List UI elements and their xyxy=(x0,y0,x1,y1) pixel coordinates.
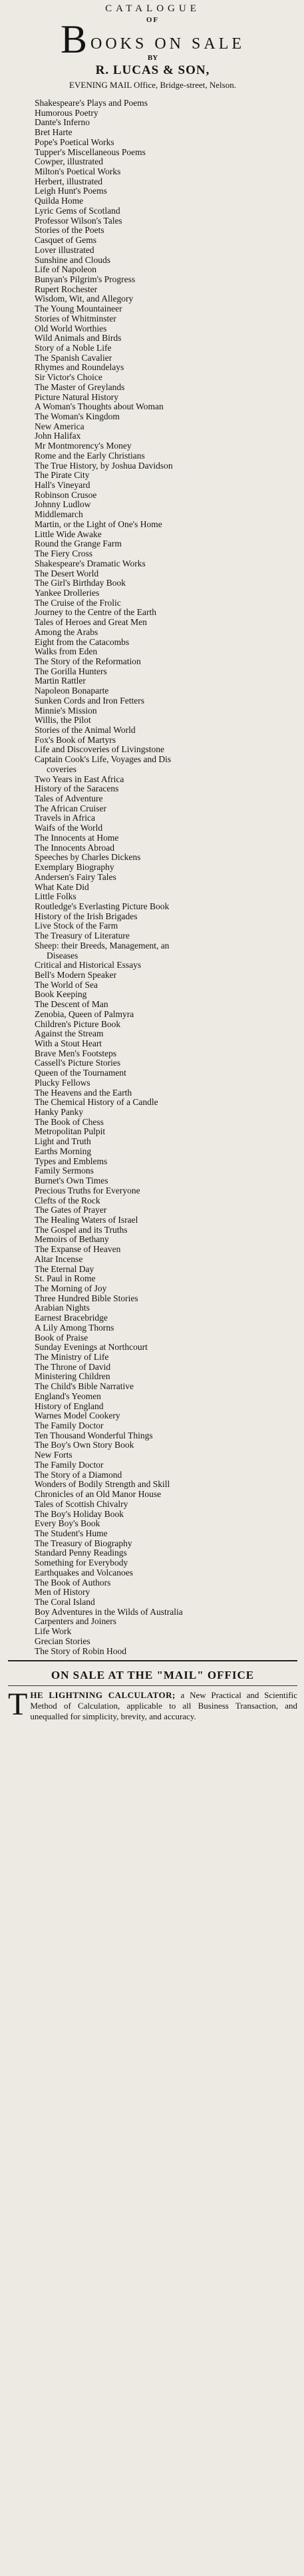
book-list-item: Speeches by Charles Dickens xyxy=(35,853,141,863)
book-list-item: Mr Montmorency's Money xyxy=(35,441,132,451)
book-list-item: Dante's Inferno xyxy=(35,118,90,128)
book-list-item: Journey to the Centre of the Earth xyxy=(35,608,156,618)
book-list-item: Walks from Eden xyxy=(35,647,98,657)
book-list-item: Napoleon Bonaparte xyxy=(35,686,109,696)
book-list xyxy=(8,99,297,1656)
book-list-item: Family Sermons xyxy=(35,1166,94,1176)
book-list-item: Burnet's Own Times xyxy=(35,1176,108,1186)
book-list-item: The Innocents at Home xyxy=(35,833,119,843)
book-list-item: The Healing Waters of Israel xyxy=(35,1215,138,1225)
book-list-item: Lyric Gems of Scotland xyxy=(35,206,120,216)
book-list-item: Hanky Panky xyxy=(35,1108,84,1118)
book-list-item: Minnie's Mission xyxy=(35,706,97,716)
book-list-item: Zenobia, Queen of Palmyra xyxy=(35,1009,134,1019)
book-list-item: Stories of the Poets xyxy=(35,226,104,236)
book-list-item: The Woman's Kingdom xyxy=(35,412,120,421)
book-list-item: Cassell's Picture Stories xyxy=(35,1058,121,1068)
book-list-item: Rome and the Early Christians xyxy=(35,451,145,461)
book-list-item: New America xyxy=(35,421,84,431)
book-list-item: The Gospel and its Truths xyxy=(35,1225,128,1235)
book-list-item: Herbert, illustrated xyxy=(35,176,102,186)
book-list-item: The Coral Island xyxy=(35,1597,95,1607)
headline-initial: B xyxy=(60,17,90,61)
book-list-item: Travels in Africa xyxy=(35,813,95,823)
book-list-item: Men of History xyxy=(35,1588,90,1598)
book-list-item: Diseases xyxy=(47,951,78,961)
book-list-item: The Story of Robin Hood xyxy=(35,1646,126,1656)
book-list-item: Waifs of the World xyxy=(35,823,103,833)
book-list-item: Wild Animals and Birds xyxy=(35,333,122,343)
book-list-item: Clefts of the Rock xyxy=(35,1195,100,1205)
book-list-item: Precious Truths for Everyone xyxy=(35,1185,140,1195)
book-list-item: Light and Truth xyxy=(35,1137,91,1147)
book-list-item: The Child's Bible Narrative xyxy=(35,1382,134,1392)
book-list-item: Wonders of Bodily Strength and Skill xyxy=(35,1480,170,1490)
book-list-item: Bunyan's Pilgrim's Progress xyxy=(35,274,136,284)
ad-lead-title: HE LIGHTNING CALCULATOR; xyxy=(30,1690,176,1701)
book-list-item: Little Folks xyxy=(35,892,76,902)
book-list-item: Tales of Heroes and Great Men xyxy=(35,618,147,628)
book-list-item: The Heavens and the Earth xyxy=(35,1088,132,1098)
book-list-item: The Spanish Cavalier xyxy=(35,353,112,363)
book-list-item: Stories of the Animal World xyxy=(35,726,136,735)
book-list-item: The Young Mountaineer xyxy=(35,304,122,314)
book-list-item: Tupper's Miscellaneous Poems xyxy=(35,147,146,157)
book-list-item: The World of Sea xyxy=(35,980,98,990)
book-list-item: Sir Victor's Choice xyxy=(35,373,102,383)
of-label: OF xyxy=(146,16,160,24)
book-list-item: Fox's Book of Martyrs xyxy=(35,735,116,745)
book-list-item: Rupert Rochester xyxy=(35,284,98,294)
book-list-item: A Woman's Thoughts about Woman xyxy=(35,402,164,412)
book-list-item: Shakespeare's Plays and Poems xyxy=(35,99,148,108)
book-list-item: Johnny Ludlow xyxy=(35,500,91,510)
book-list-item: Queen of the Tournament xyxy=(35,1068,126,1078)
book-list-item: Round the Grange Farm xyxy=(35,539,122,549)
book-list-item: The Ministry of Life xyxy=(35,1353,109,1362)
book-list-item: History of the Saracens xyxy=(35,784,119,794)
book-list-item: The Desert World xyxy=(35,568,99,578)
book-list-item: Tales of Scottish Chivalry xyxy=(35,1499,128,1509)
book-list-item: The Fiery Cross xyxy=(35,549,92,559)
section-divider-thin xyxy=(8,1685,297,1686)
book-list-item: Tales of Adventure xyxy=(35,794,103,804)
book-list-item: Picture Natural History xyxy=(35,392,118,402)
book-list-item: Lover illustrated xyxy=(35,245,94,255)
book-list-item: History of the Irish Brigades xyxy=(35,911,138,921)
book-list-item: Shakespeare's Dramatic Works xyxy=(35,558,146,568)
book-list-item: Exemplary Biography xyxy=(35,863,114,873)
ad-drop-initial: T xyxy=(8,1687,28,1723)
firm-name: R. LUCAS & SON, xyxy=(95,63,210,77)
book-list-item: The Cruise of the Frolic xyxy=(35,598,121,608)
book-list-item: Sunshine and Clouds xyxy=(35,255,111,265)
book-list-item: The Girl's Birthday Book xyxy=(35,578,126,588)
book-list-item: The Innocents Abroad xyxy=(35,843,114,853)
book-list-item: History of England xyxy=(35,1401,104,1411)
book-list-item: Bret Harte xyxy=(35,128,73,138)
book-list-item: Sheep: their Breeds, Management, an xyxy=(35,941,170,951)
book-list-item: Willis, the Pilot xyxy=(35,716,91,726)
book-list-item: The Book of Chess xyxy=(35,1117,104,1127)
book-list-item: Life and Discoveries of Livingstone xyxy=(35,745,164,755)
book-list-item: The Gates of Prayer xyxy=(35,1205,107,1215)
book-list-item: The Eternal Day xyxy=(35,1264,94,1274)
section-title: ON SALE AT THE "MAIL" OFFICE xyxy=(51,1669,255,1682)
book-list-item: Arabian Nights xyxy=(35,1303,90,1313)
book-list-item: Metropolitan Pulpit xyxy=(35,1127,106,1137)
book-list-item: Book of Praise xyxy=(35,1333,88,1343)
book-list-item: Live Stock of the Farm xyxy=(35,921,118,931)
book-list-item: The Treasury of Literature xyxy=(35,931,130,941)
book-list-item: Rhymes and Roundelays xyxy=(35,363,124,373)
book-list-item: Sunken Cords and Iron Fetters xyxy=(35,696,144,706)
headline-rest: OOKS ON SALE xyxy=(90,35,245,53)
book-list-item: Leigh Hunt's Poems xyxy=(35,186,107,196)
book-list-item: Little Wide Awake xyxy=(35,529,102,539)
book-list-item: Chronicles of an Old Manor House xyxy=(35,1490,162,1500)
book-list-item: Cowper, illustrated xyxy=(35,157,103,167)
book-list-item: Stories of Whitminster xyxy=(35,314,116,323)
book-list-item: England's Yeomen xyxy=(35,1391,101,1401)
book-list-item: Professor Wilson's Tales xyxy=(35,216,122,226)
book-list-item: Altar Incense xyxy=(35,1254,83,1264)
book-list-item: Carpenters and Joiners xyxy=(35,1617,116,1627)
book-list-item: Among the Arabs xyxy=(35,627,98,637)
book-list-item: Life Work xyxy=(35,1627,72,1637)
book-list-item: The Story of a Diamond xyxy=(35,1470,122,1480)
book-list-item: Critical and Historical Essays xyxy=(35,961,142,970)
book-list-item: Quilda Home xyxy=(35,196,84,206)
book-list-item: Old World Worthies xyxy=(35,323,107,333)
book-list-item: Ministering Children xyxy=(35,1372,110,1382)
book-list-item: The Morning of Joy xyxy=(35,1283,107,1293)
book-list-item: The Gorilla Hunters xyxy=(35,666,107,676)
book-list-item: Every Boy's Book xyxy=(35,1519,100,1529)
book-list-item: A Lily Among Thorns xyxy=(35,1323,114,1333)
firm-address: EVENING MAIL Office, Bridge-street, Nelson. xyxy=(69,80,236,90)
book-list-item: The Pirate City xyxy=(35,471,90,481)
book-list-item: The True History, by Joshua Davidson xyxy=(35,461,173,471)
book-list-item: Two Years in East Africa xyxy=(35,774,124,784)
section-divider xyxy=(8,1660,297,1661)
book-list-item: The African Cruiser xyxy=(35,803,106,813)
book-list-item: coveries xyxy=(47,764,76,774)
book-list-item: Ten Thousand Wonderful Things xyxy=(35,1430,153,1440)
book-list-item: The Family Doctor xyxy=(35,1421,104,1431)
book-list-item: Andersen's Fairy Tales xyxy=(35,872,116,882)
book-list-item: Types and Emblems xyxy=(35,1156,108,1166)
book-list-item: The Expanse of Heaven xyxy=(35,1245,121,1255)
book-list-item: Captain Cook's Life, Voyages and Dis xyxy=(35,755,172,765)
book-list-item: Earths Morning xyxy=(35,1146,92,1156)
book-list-item: John Halifax xyxy=(35,431,81,441)
book-list-item: The Chemical History of a Candle xyxy=(35,1098,158,1108)
ad-body-text: a New Practical and Scientific Method of Calculation, applicable to all Business Transaction, and unequalled for simplicity, brevity, and accuracy. xyxy=(30,1690,297,1722)
book-list-item: Milton's Poetical Works xyxy=(35,167,121,177)
book-list-item: Wisdom, Wit, and Allegory xyxy=(35,294,134,304)
book-list-item: Life of Napoleon xyxy=(35,265,96,275)
book-list-item: The Story of the Reformation xyxy=(35,656,141,666)
book-list-item: Grecian Stories xyxy=(35,1636,90,1646)
book-list-item: Robinson Crusoe xyxy=(35,490,97,500)
book-list-item: The Family Doctor xyxy=(35,1460,104,1470)
calculator-advertisement xyxy=(8,1687,297,1723)
book-list-item: Bell's Modern Speaker xyxy=(35,970,117,980)
book-list-item: The Treasury of Biography xyxy=(35,1538,132,1548)
book-list-item: St. Paul in Rome xyxy=(35,1274,96,1284)
book-list-item: Eight from the Catacombs xyxy=(35,637,130,647)
book-list-item: What Kate Did xyxy=(35,882,89,892)
book-list-item: Something for Everybody xyxy=(35,1558,128,1568)
book-list-item: Hall's Vineyard xyxy=(35,481,90,491)
book-list-item: Earnest Bracebridge xyxy=(35,1313,108,1323)
book-list-item: Story of a Noble Life xyxy=(35,343,112,353)
book-list-item: With a Stout Heart xyxy=(35,1039,102,1048)
book-list-item: Memoirs of Bethany xyxy=(35,1235,109,1245)
book-list-item: Martin, or the Light of One's Home xyxy=(35,519,162,529)
book-list-item: Martin Rattler xyxy=(35,676,86,686)
book-list-item: Yankee Drolleries xyxy=(35,588,100,598)
book-list-item: Against the Stream xyxy=(35,1029,104,1039)
book-list-item: Routledge's Everlasting Picture Book xyxy=(35,901,170,911)
book-list-item: Children's Picture Book xyxy=(35,1019,121,1029)
book-list-item: Plucky Fellows xyxy=(35,1078,90,1088)
book-list-item: The Book of Authors xyxy=(35,1578,111,1588)
book-list-item: The Boy's Holiday Book xyxy=(35,1509,124,1519)
book-list-item: Warnes Model Cookery xyxy=(35,1411,120,1421)
book-list-item: Brave Men's Footsteps xyxy=(35,1048,117,1058)
catalogue-heading: CATALOGUE xyxy=(105,3,200,14)
book-list-item: The Student's Hume xyxy=(35,1528,108,1538)
book-list-item: Humorous Poetry xyxy=(35,108,98,118)
book-list-item: Sunday Evenings at Northcourt xyxy=(35,1343,148,1353)
book-list-item: The Throne of David xyxy=(35,1362,111,1372)
book-list-item: The Descent of Man xyxy=(35,1000,108,1010)
book-list-item: Middlemarch xyxy=(35,510,83,520)
book-list-item: Casquet of Gems xyxy=(35,236,96,246)
book-list-item: New Forts xyxy=(35,1450,73,1460)
book-list-item: Three Hundred Bible Stories xyxy=(35,1293,138,1303)
book-list-item: The Boy's Own Story Book xyxy=(35,1440,134,1450)
book-list-item: Pope's Poetical Works xyxy=(35,137,114,147)
book-list-item: Boy Adventures in the Wilds of Australia xyxy=(35,1607,183,1617)
book-list-item: Earthquakes and Volcanoes xyxy=(35,1568,133,1578)
book-list-item: Standard Penny Readings xyxy=(35,1548,127,1558)
by-label: BY xyxy=(147,54,158,62)
book-list-item: The Master of Greylands xyxy=(35,382,125,392)
book-list-item: Book Keeping xyxy=(35,990,87,1000)
